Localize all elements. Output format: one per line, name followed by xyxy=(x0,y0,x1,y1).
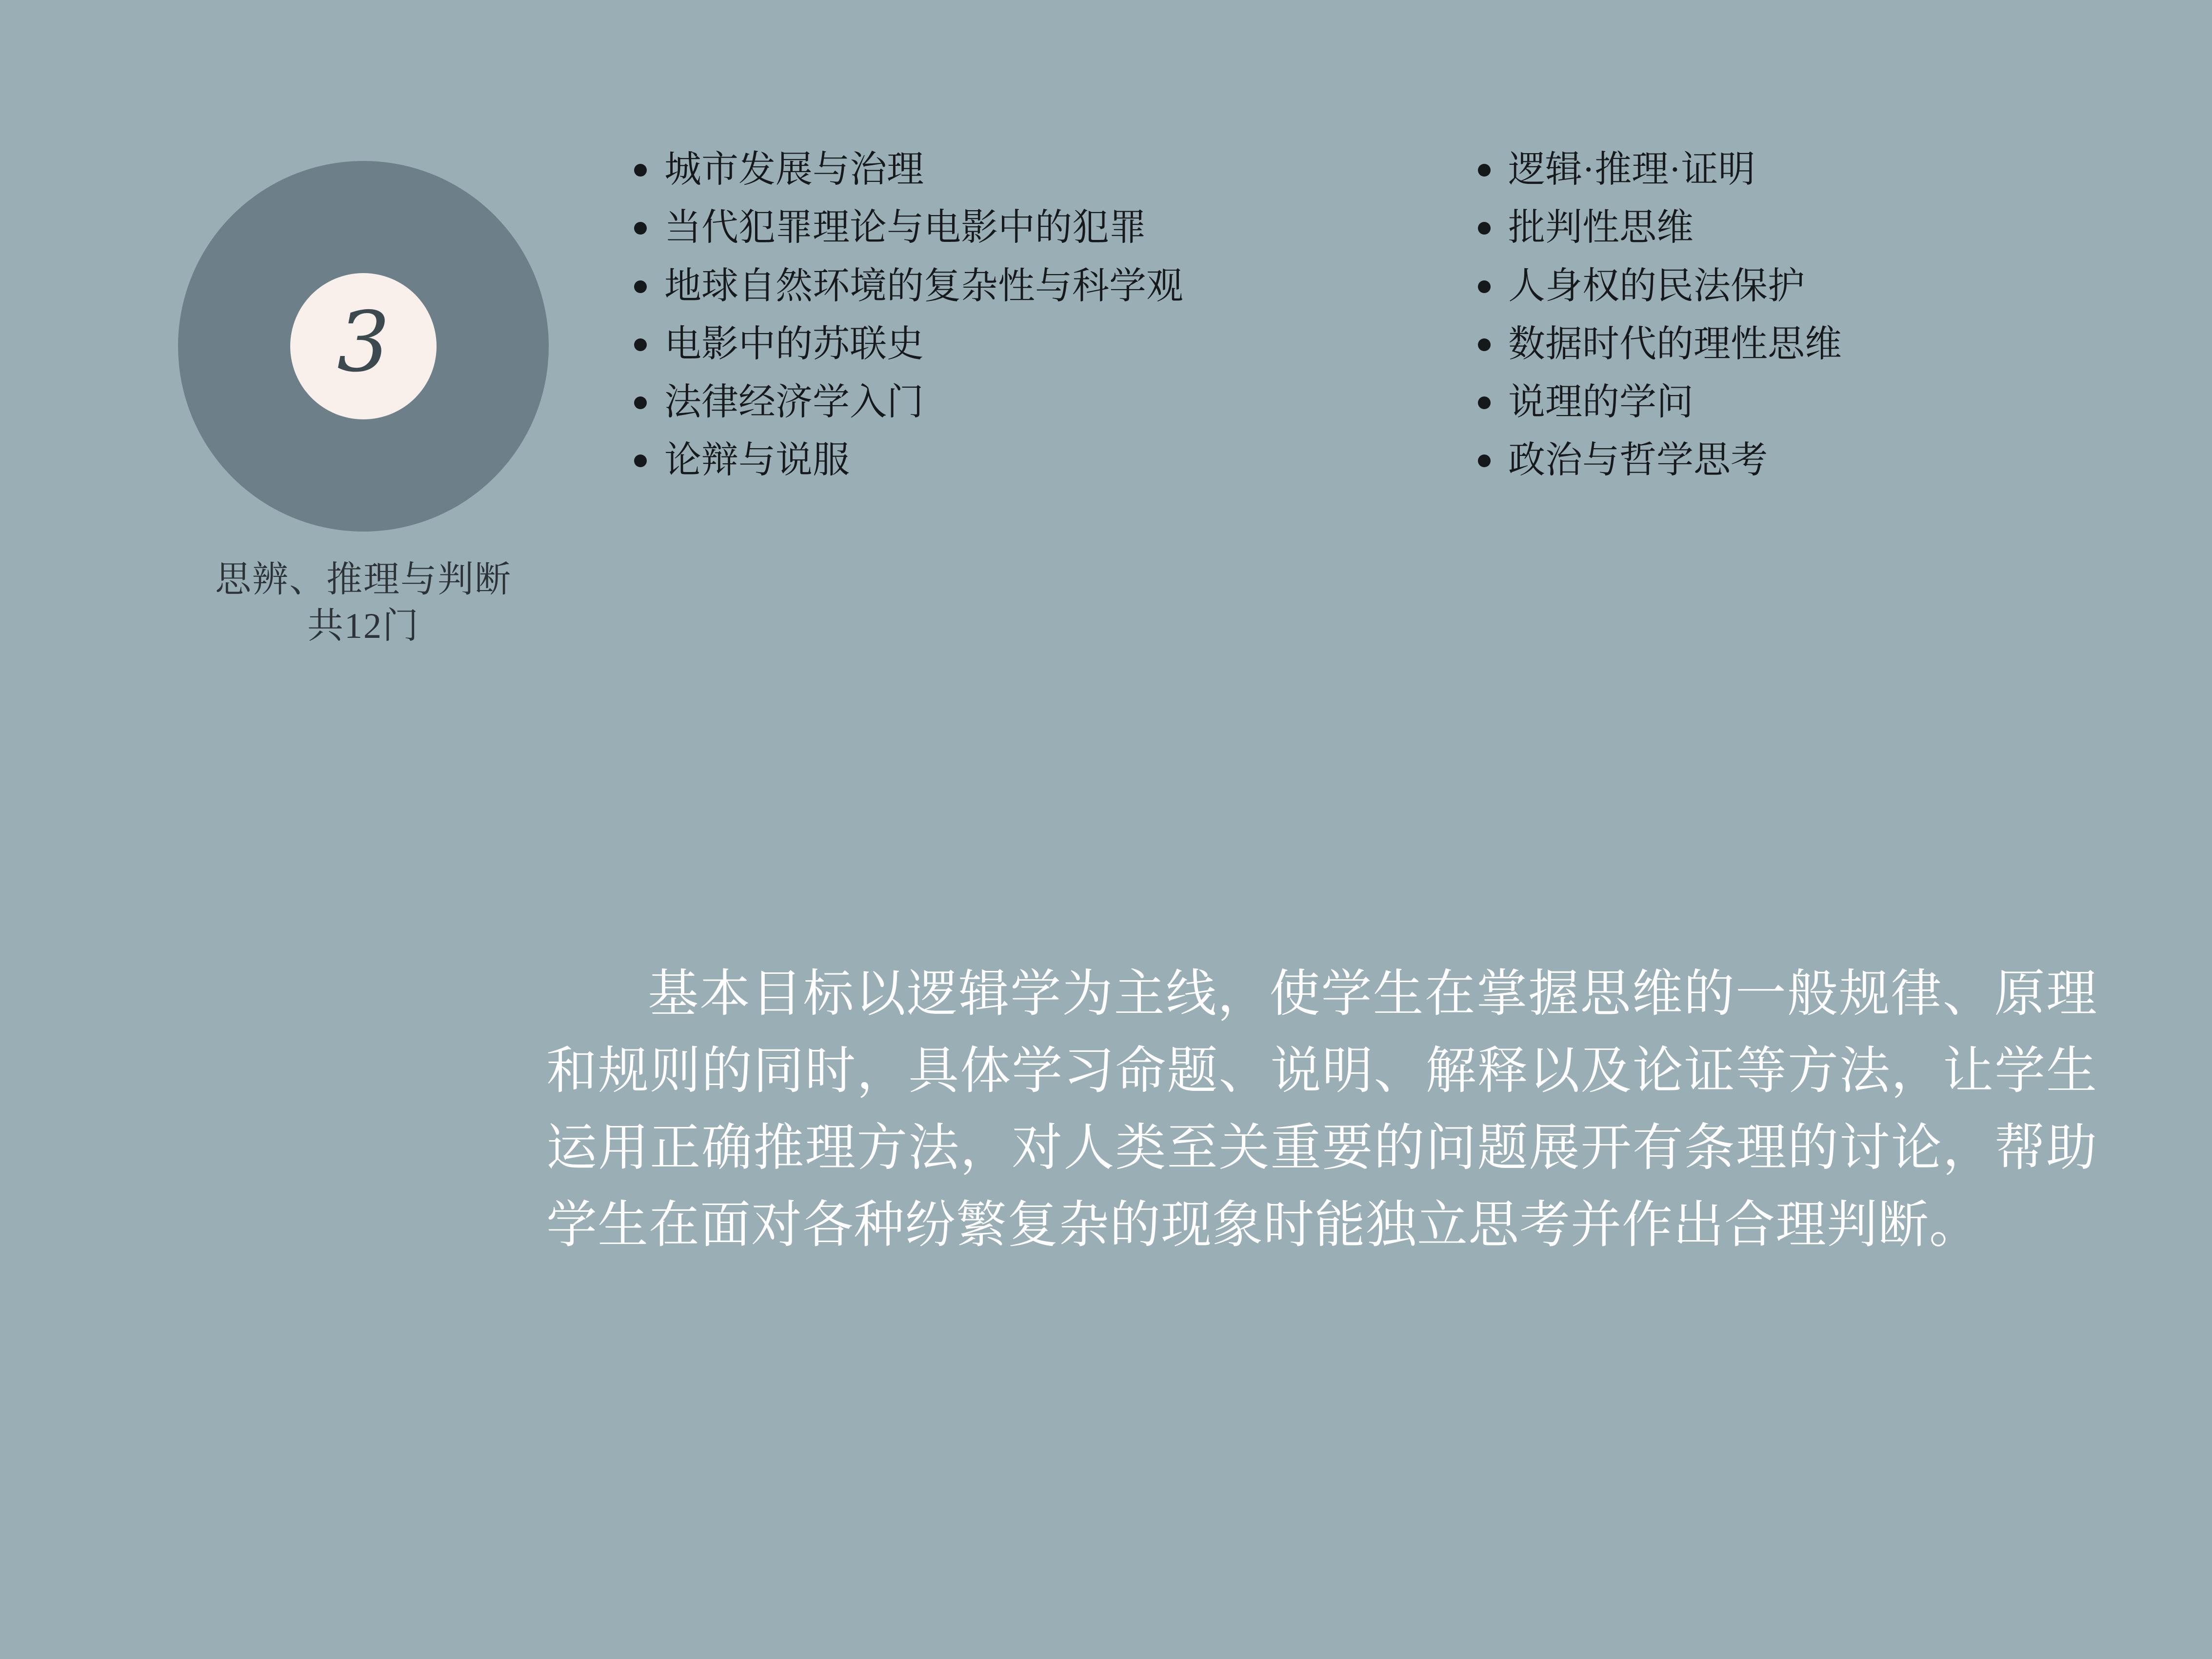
bullet-icon xyxy=(634,222,647,235)
category-badge-block xyxy=(161,161,566,649)
bullet-icon xyxy=(1478,338,1491,351)
bullet-icon xyxy=(634,396,647,409)
course-list xyxy=(634,146,2097,495)
course-label: 人身权的民法保护 xyxy=(1508,265,1805,307)
summary-paragraph: 基本目标以逻辑学为主线，使学生在掌握思维的一般规律、原理和规则的同时，具体学习命题、说明、解释以及论证等方法，让学生运用正确推理方法，对人类至关重要的问题展开有条理的讨论，帮助学生在面对各种纷繁复杂的现象时能独立思考并作出合理判断。 xyxy=(546,966,2097,1254)
badge-number: 3 xyxy=(337,294,390,391)
bullet-icon xyxy=(1478,222,1491,235)
course-label: 地球自然环境的复杂性与科学观 xyxy=(664,265,1183,307)
bullet-icon xyxy=(1478,280,1491,293)
list-item xyxy=(634,146,1400,194)
course-label: 批判性思维 xyxy=(1508,207,1694,249)
list-item xyxy=(1478,437,2053,484)
bullet-icon xyxy=(634,338,647,351)
list-item xyxy=(1478,263,2053,310)
course-column-left xyxy=(634,146,1400,495)
course-label: 数据时代的理性思维 xyxy=(1508,323,1842,365)
course-label: 城市发展与治理 xyxy=(664,149,924,190)
badge-caption xyxy=(161,557,566,649)
bullet-icon xyxy=(1478,454,1491,467)
bullet-icon xyxy=(634,164,647,177)
list-item xyxy=(634,263,1400,310)
course-label: 电影中的苏联史 xyxy=(664,323,924,365)
course-label: 当代犯罪理论与电影中的犯罪 xyxy=(664,207,1146,249)
badge-caption-line-1: 思辨、推理与判断 xyxy=(215,560,512,600)
list-item xyxy=(634,321,1400,368)
list-item xyxy=(1478,321,2053,368)
badge-caption-line-2: 共12门 xyxy=(307,606,419,646)
badge-inner-circle xyxy=(290,273,437,419)
bullet-icon xyxy=(1478,164,1491,177)
bullet-icon xyxy=(1478,396,1491,409)
course-label: 论辩与说服 xyxy=(664,440,850,481)
course-label: 说理的学问 xyxy=(1508,382,1694,423)
list-item xyxy=(1478,146,2053,194)
course-label: 政治与哲学思考 xyxy=(1508,440,1768,481)
list-item xyxy=(634,379,1400,426)
list-item xyxy=(634,204,1400,252)
list-item xyxy=(634,437,1400,484)
course-label: 法律经济学入门 xyxy=(664,382,924,423)
course-label: 逻辑·推理·证明 xyxy=(1508,149,1755,190)
bullet-icon xyxy=(634,454,647,467)
list-item xyxy=(1478,204,2053,252)
list-item xyxy=(1478,379,2053,426)
course-column-right xyxy=(1478,146,2053,495)
badge-circle xyxy=(178,161,549,532)
bullet-icon xyxy=(634,280,647,293)
